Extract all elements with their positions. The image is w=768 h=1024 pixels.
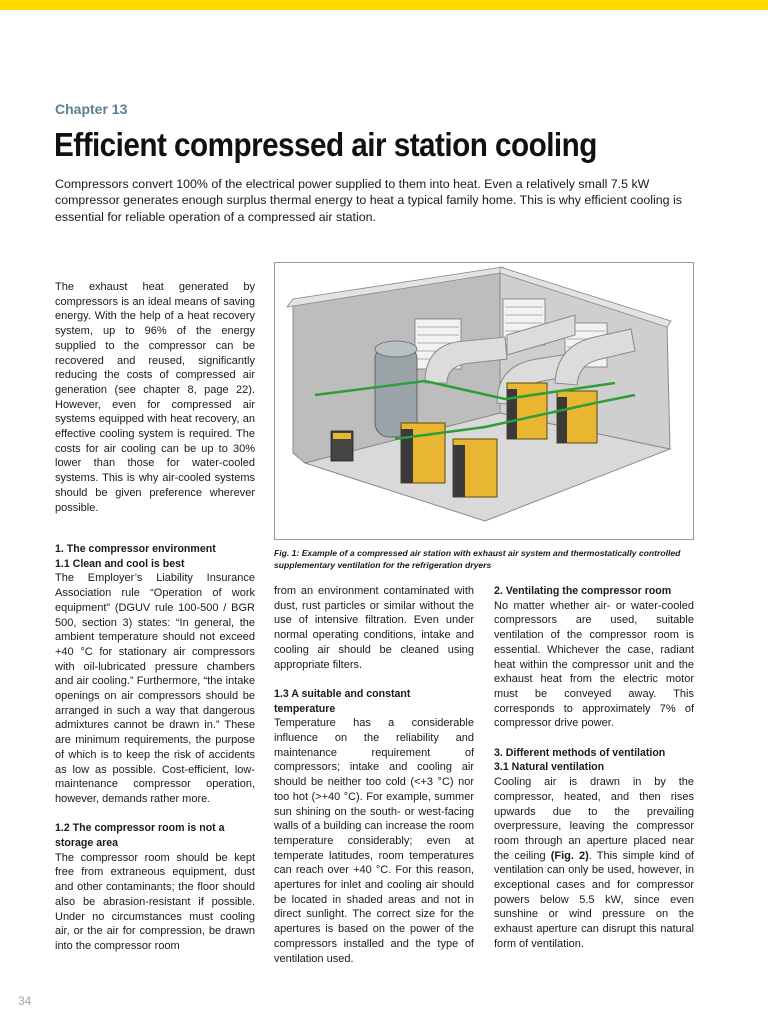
heading-not-storage-area: 1.2 The compressor room is not a storage area [55, 822, 225, 850]
figure-caption: Fig. 1: Example of a compressed air station with exhaust air system and thermostatically controlled supplementary ventilation for the refrigeration dryers [274, 548, 681, 570]
column-3 [494, 584, 694, 952]
top-accent-bar [0, 0, 768, 10]
figure-compressed-air-station [274, 262, 694, 540]
heading-natural-ventilation: 3.1 Natural ventilation [494, 761, 605, 774]
paragraph-liability-rule: The Employer’s Liability Insurance Association rule “Operation of work equipment” (DGUV rule 100-500 / BGR 500, section 3) states: “In general, the ambient temperature should not exceed +40 °C for stationary air compressors with oil-lubricated pressure chambers and air cooling.” Furthermore, “the intake openings on air compressors should be arranged in such a way that dangerous admixtures cannot be drawn in.” These are minimum requirements, the purpose of which is to keep the risk of accidents as low as possible. Cost-efficient, low-maintenance compressor operation, however, demands rather more. [55, 572, 255, 805]
column-1-bottom [55, 542, 255, 954]
column-2 [274, 584, 474, 966]
heading-suitable-temperature: 1.3 A suitable and constant temperature [274, 687, 411, 715]
paragraph-natural-ventilation: Cooling air is drawn in by the compressor, heated, and then rises upwards due to the prevailing overpressure, leaving the compressor room through an aperture placed near the ceiling (Fig. 2). This simple kind of ventilation can only be used, however, in exceptional cases and for compressor powers below 5.5 kW, since even sunshine or wind pressure on the exhaust aperture can disrupt this natural form of ventilation. [494, 776, 694, 950]
page-title: Efficient compressed air station cooling [54, 126, 597, 163]
heading-ventilation-methods: 3. Different methods of ventilation [494, 746, 666, 759]
paragraph-room-free: The compressor room should be kept free from extraneous equipment, dust and other contaminants; the floor should also be abrasion-resistant if possible. Under no circumstances must cooling air, or the air for compression, be drawn into the compressor room [55, 851, 255, 952]
paragraph-ventilation-essential: No matter whether air- or water-cooled compressors are used, suitable ventilation of the compressor room is essential. Whichever the case, radiant heat within the compressor unit and the exhaust heat from the electric motor must be conveyed away. This corresponds to approximately 7% of compressor drive power. [494, 599, 694, 730]
heading-compressor-environment: 1. The compressor environment [55, 543, 216, 555]
figure-reference: (Fig. 2) [550, 849, 589, 862]
column-1-top [55, 280, 255, 515]
page-number: 34 [18, 994, 32, 1008]
paragraph-exhaust-heat: The exhaust heat generated by compressors is an ideal means of saving energy. With the help of a heat recovery system, up to 96% of the energy supplied to the compressor can be recovered and reused, significantly reducing the costs of compressed air generation (see chapter 8, page 22). However, even for compressed air systems equipped with heat recovery, an effective cooling system is required. The costs for air cooling can be up to 30% lower than those for water-cooled systems. This is why air-cooled systems should be given preference wherever possible. [55, 281, 255, 514]
compressed-air-station-illustration [275, 263, 693, 539]
paragraph-temperature-influence: Temperature has a considerable influence on the reliability and maintenance requirement of compressors; intake and cooling air should be neither too cold (<+3 °C) nor too hot (>+40 °C). For example, summer sun shining on the south- or west-facing walls of a building can increase the room temperature considerably; even at temperate latitudes, room temperatures can reach over +40 °C. For this reason, apertures for inlet and cooling air should be located in shaded areas and not in direct sunlight. The correct size for the apertures is based on the power of the compressors installed and the type of ventilation used. [274, 717, 474, 965]
intro-paragraph: Compressors convert 100% of the electrical power supplied to them into heat. Even a relatively small 7.5 kW compressor generates enough surplus thermal energy to heat a typical family home. This is why efficient cooling is essential for reliable operation of a compressed air station. [55, 177, 682, 224]
paragraph-contaminated-environment: from an environment contaminated with dust, rust particles or similar without the use of intensive filtration. Even under normal operating conditions, intake and cooling air should be cleaned using appropriate filters. [274, 585, 474, 671]
heading-ventilating-room: 2. Ventilating the compressor room [494, 585, 672, 597]
chapter-label: Chapter 13 [55, 101, 128, 117]
heading-clean-and-cool: 1.1 Clean and cool is best [55, 557, 185, 570]
